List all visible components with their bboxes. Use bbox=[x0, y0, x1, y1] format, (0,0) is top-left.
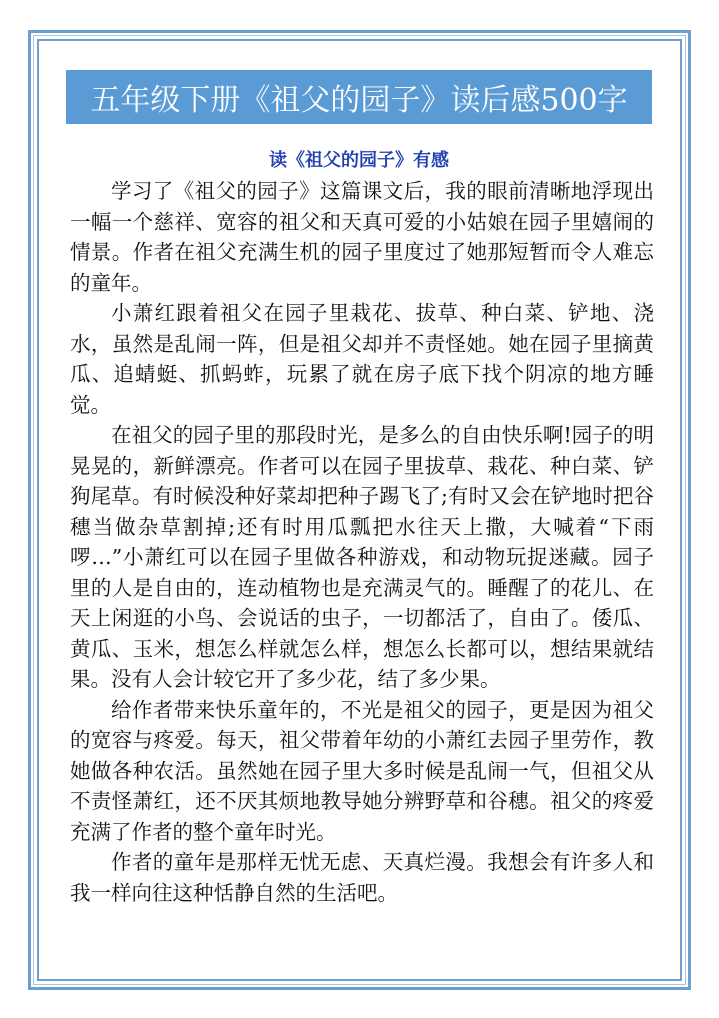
paragraph-5: 作者的童年是那样无忧无虑、天真烂漫。我想会有许多人和我一样向往这种恬静自然的生活吧。 bbox=[70, 850, 654, 905]
paragraph-1: 学习了《祖父的园子》这篇课文后，我的眼前清晰地浮现出一幅一个慈祥、宽容的祖父和天真可爱的小姑娘在园子里嬉闹的情景。作者在祖父充满生机的园子里度过了她那短暂而令人难忘的童年。 bbox=[70, 179, 654, 295]
paragraph-3: 在祖父的园子里的那段时光，是多么的自由快乐啊!园子的明晃晃的，新鲜漂亮。作者可以在园子里拔草、栽花、种白菜、铲狗尾草。有时候没种好菜却把种子踢飞了;有时又会在铲地时把谷穗当做杂草割掉;还有时用瓜瓢把水往天上撒，大喊着“下雨啰…”小萧红可以在园子里做各种游戏，和动物玩捉迷藏。园子里的人是自由的，连动植物也是充满灵气的。睡醒了的花儿、在天上闲逛的小鸟、会说话的虫子，一切都活了，自由了。倭瓜、黄瓜、玉米，想怎么样就怎么样，想怎么长都可以，想结果就结果。没有人会计较它开了多少花，结了多少果。 bbox=[70, 423, 654, 691]
article-body bbox=[70, 176, 654, 908]
article-subtitle: 读《祖父的园子》有感 bbox=[269, 150, 449, 171]
title-banner bbox=[66, 70, 652, 124]
page-title: 五年级下册《祖父的园子》读后感500字 bbox=[90, 83, 628, 118]
paragraph-4: 给作者带来快乐童年的，不光是祖父的园子，更是因为祖父的宽容与疼爱。每天，祖父带着年幼的小萧红去园子里劳作，教她做各种农活。虽然她在园子里大多时候是乱闹一气，但祖父从不责怪萧红，还不厌其烦地教导她分辨野草和谷穗。祖父的疼爱充满了作者的整个童年时光。 bbox=[70, 697, 654, 844]
paragraph-2: 小萧红跟着祖父在园子里栽花、拔草、种白菜、铲地、浇水，虽然是乱闹一阵，但是祖父却并不责怪她。她在园子里摘黄瓜、追蜻蜓、抓蚂蚱，玩累了就在房子底下找个阴凉的地方睡觉。 bbox=[70, 301, 654, 417]
